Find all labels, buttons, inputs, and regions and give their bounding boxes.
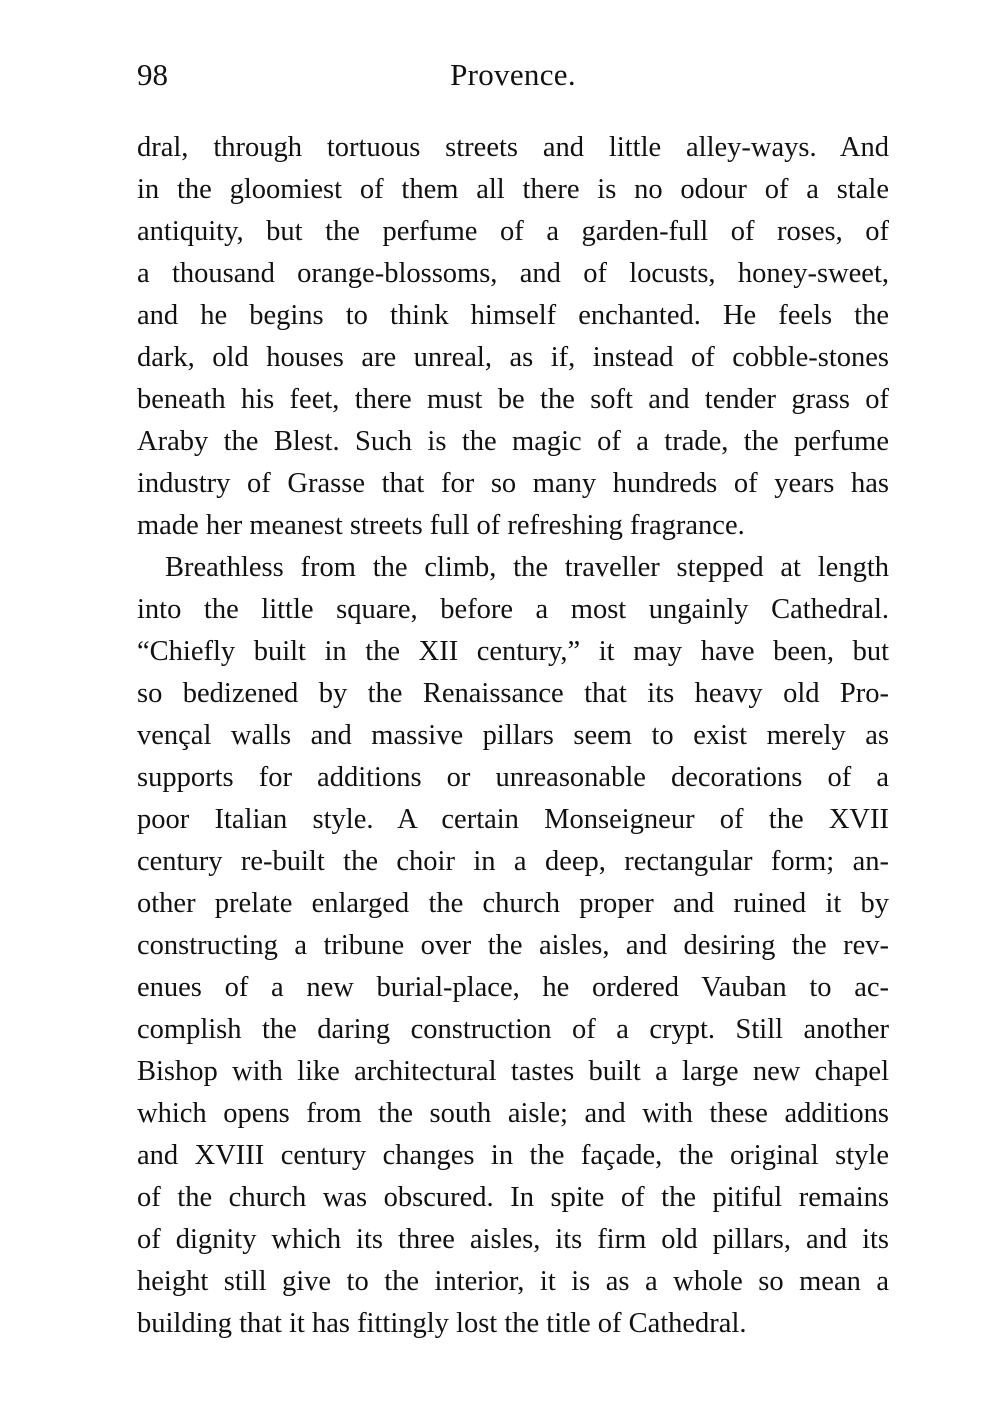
text-line: made her meanest streets full of refreshing fragrance. [137,510,745,541]
text-line: dark, old houses are unreal, as if, instead of cobble-stones [137,342,889,373]
text-line: constructing a tribune over the aisles, and desiring the rev- [137,930,889,961]
text-line: which opens from the south aisle; and with these additions [137,1098,889,1129]
text-line: industry of Grasse that for so many hundreds of years has [137,468,889,499]
text-line: a thousand orange-blossoms, and of locusts, honey-sweet, [137,258,889,289]
text-line: Araby the Blest. Such is the magic of a trade, the perfume [137,426,889,457]
text-line: poor Italian style. A certain Monseigneur of the XVII [137,804,889,835]
page-header [137,52,889,102]
paragraph-2 [137,547,889,1345]
text-line: beneath his feet, there must be the soft and tender grass of [137,384,889,415]
text-line: into the little square, before a most ungainly Cathedral. [137,594,889,625]
paragraph-1 [137,127,889,547]
text-line: century re-built the choir in a deep, rectangular form; an- [137,846,889,877]
text-line: and XVIII century changes in the façade, the original style [137,1140,889,1171]
page-number: 98 [137,57,168,92]
text-line: complish the daring construction of a crypt. Still another [137,1014,889,1045]
text-line: building that it has fittingly lost the title of Cathedral. [137,1308,747,1339]
text-line: vençal walls and massive pillars seem to exist merely as [137,720,889,751]
text-line: of the church was obscured. In spite of the pitiful remains [137,1182,889,1213]
text-line: other prelate enlarged the church proper and ruined it by [137,888,889,919]
text-line: antiquity, but the perfume of a garden-full of roses, of [137,216,889,247]
text-line: Bishop with like architectural tastes built a large new chapel [137,1056,889,1087]
text-line: supports for additions or unreasonable decorations of a [137,762,889,793]
text-line: “Chiefly built in the XII century,” it may have been, but [137,636,889,667]
text-line: so bedizened by the Renaissance that its heavy old Pro- [137,678,889,709]
text-line: enues of a new burial-place, he ordered Vauban to ac- [137,972,889,1003]
text-line: in the gloomiest of them all there is no odour of a stale [137,174,889,205]
text-line: of dignity which its three aisles, its firm old pillars, and its [137,1224,889,1255]
body-text [137,127,889,1345]
text-line: Breathless from the climb, the traveller stepped at length [165,552,889,583]
text-line: dral, through tortuous streets and little alley-ways. And [137,132,889,163]
text-line: height still give to the interior, it is as a whole so mean a [137,1266,889,1297]
running-title: Provence. [450,57,576,92]
text-line: and he begins to think himself enchanted. He feels the [137,300,889,331]
